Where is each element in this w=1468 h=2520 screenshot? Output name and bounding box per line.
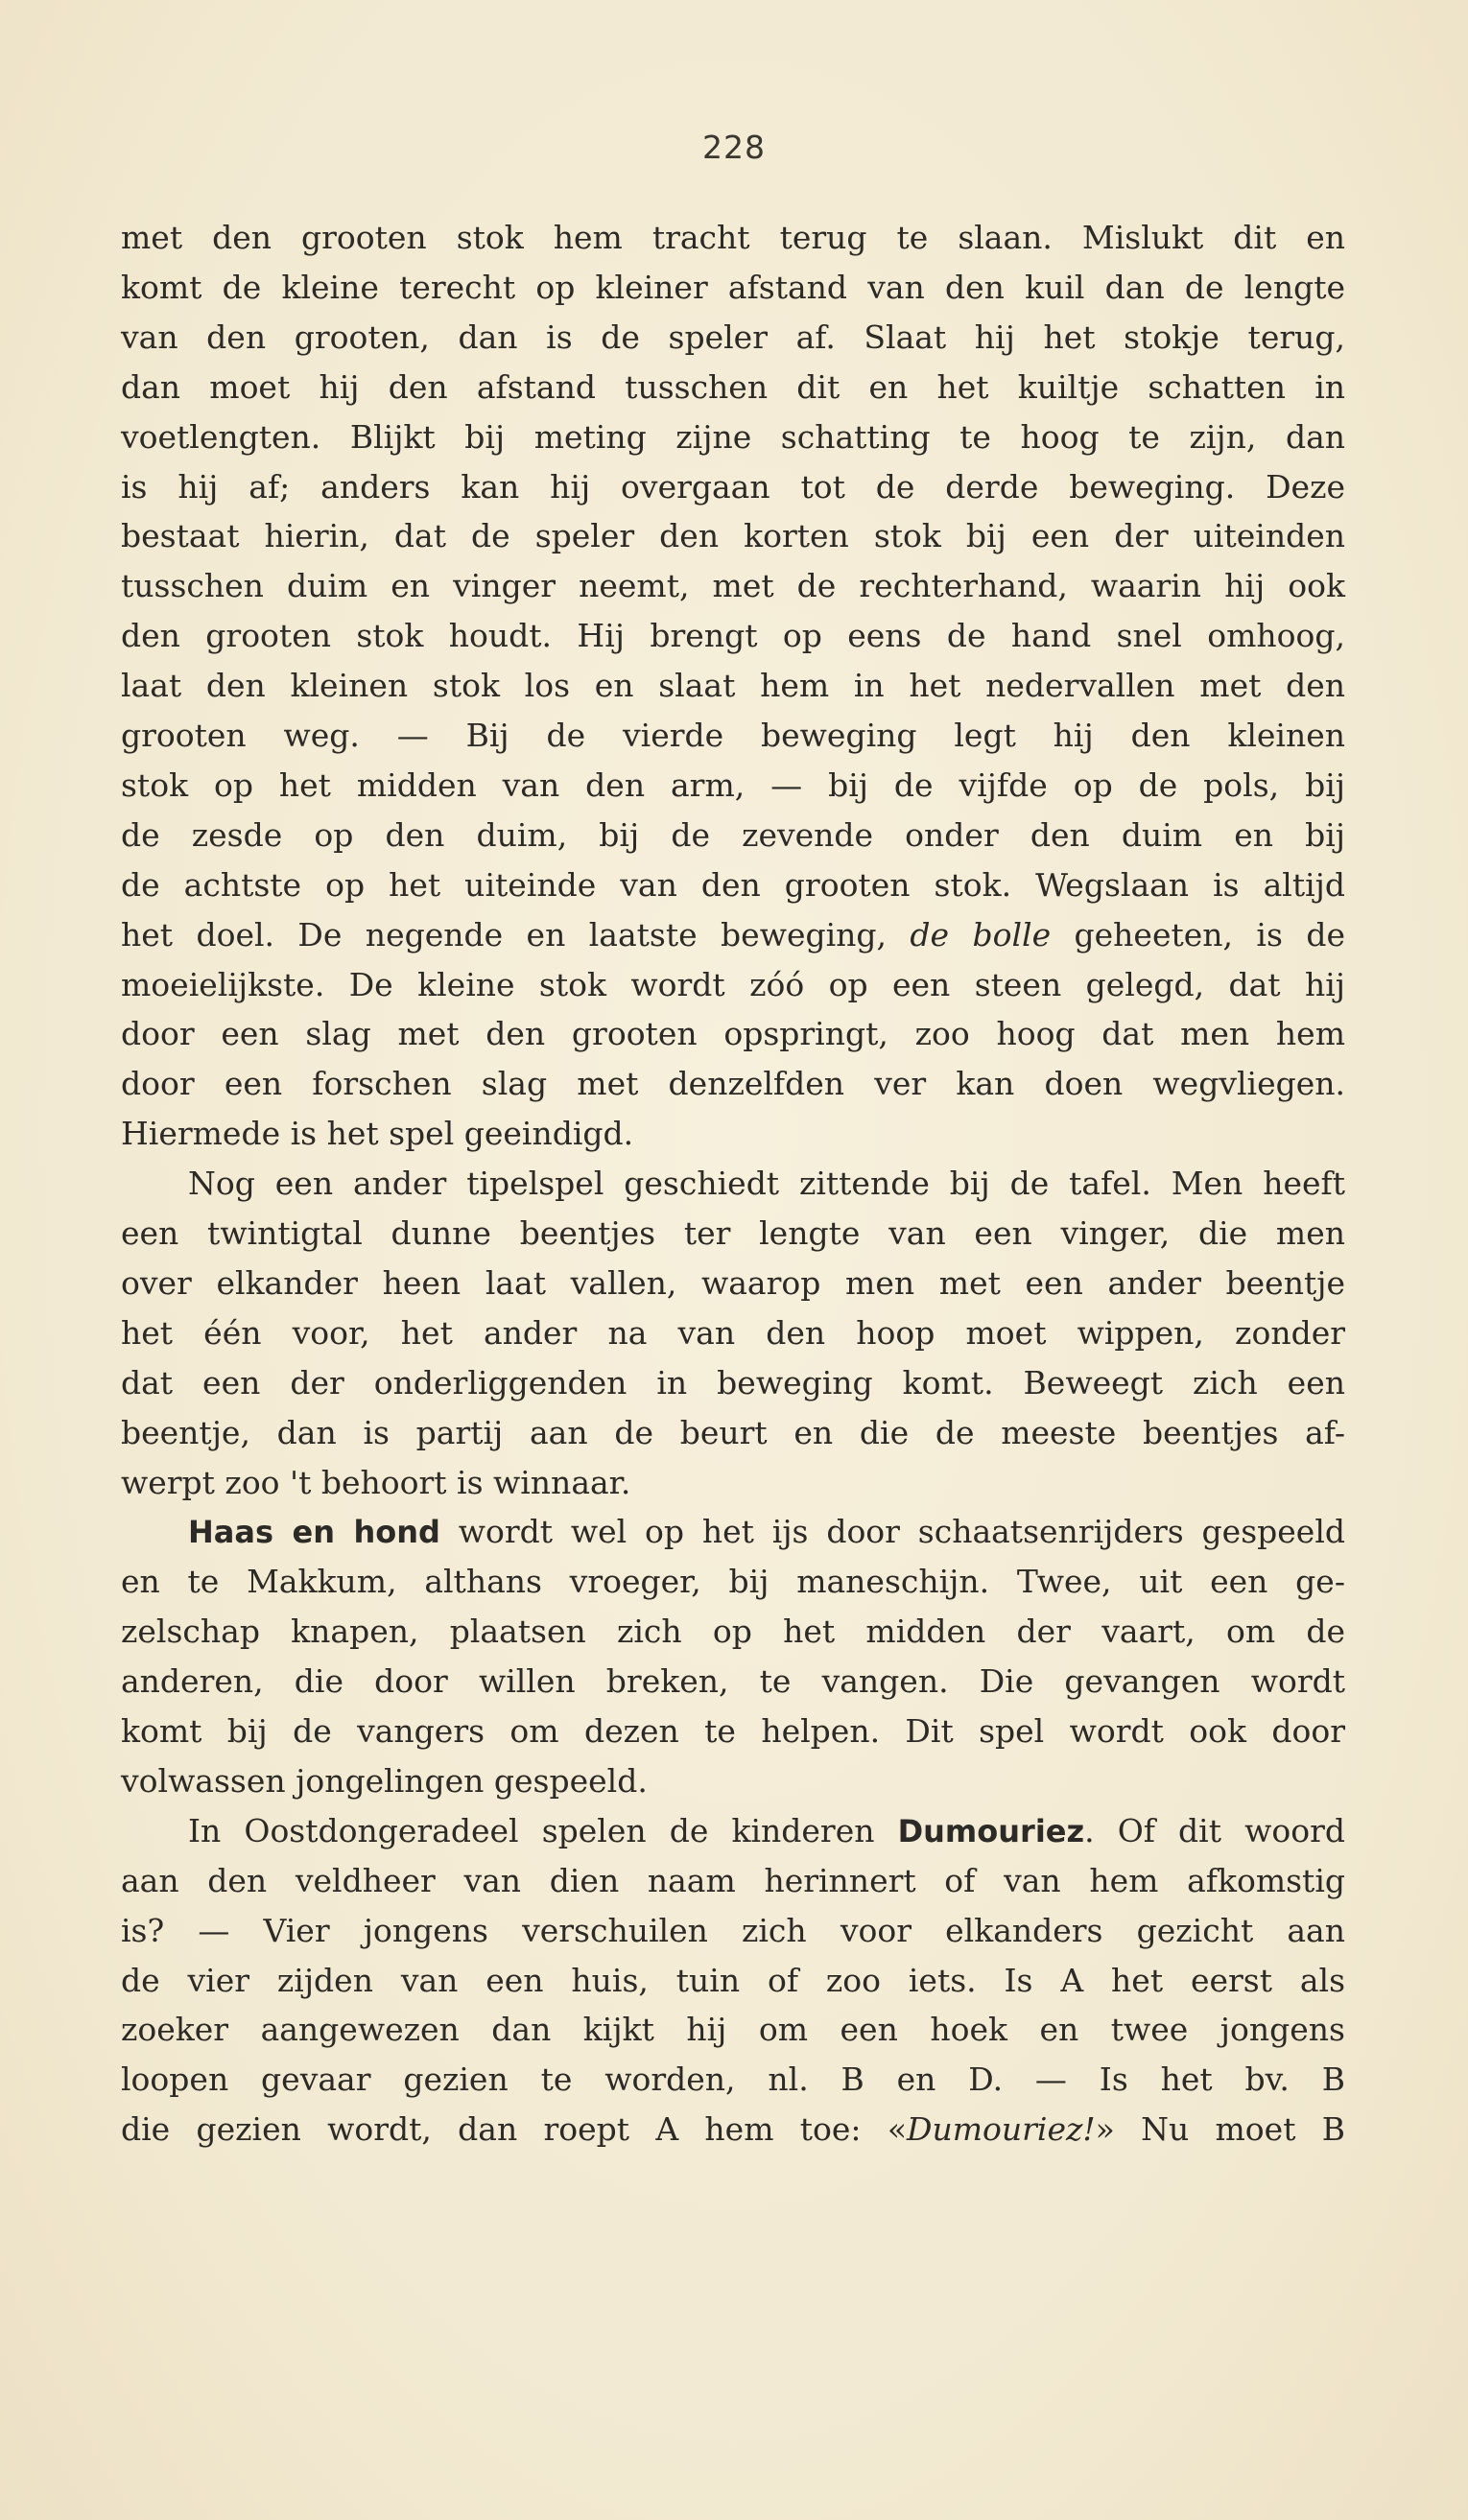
line-text: loopen gevaar gezien te worden, nl. B en D. — Is het bv. B <box>121 2061 1345 2098</box>
line-text: beentje, dan is partij aan de beurt en die de meeste beentjes af- <box>121 1414 1345 1451</box>
line-text: Nog een ander tipelspel geschiedt zittende bij de tafel. Men heeft <box>188 1165 1345 1202</box>
text-line <box>121 960 1345 1010</box>
line-text: bestaat hierin, dat de speler den korten stok bij een der uiteinden <box>121 517 1345 554</box>
line-text: den grooten stok houdt. Hij brengt op eens de hand snel omhoog, <box>121 617 1345 654</box>
text-line <box>121 1358 1345 1408</box>
text-line <box>188 1507 1345 1557</box>
line-text: wordt wel op het ijs door schaatsenrijders gespeeld <box>439 1513 1346 1550</box>
text-line <box>121 1308 1345 1358</box>
line-text: laat den kleinen stok los en slaat hem in het nedervallen met den <box>121 667 1345 704</box>
emphasis-text: Dumouriez! <box>907 2110 1096 2148</box>
line-text: de vier zijden van een huis, tuin of zoo iets. Is A het eerst als <box>121 1962 1345 1999</box>
text-line <box>121 711 1345 761</box>
line-text: voetlengten. Blijkt bij meting zijne schatting te hoog te zijn, dan <box>121 418 1345 456</box>
emphasis-text: de bolle <box>910 916 1052 954</box>
line-text: met den grooten stok hem tracht terug te slaan. Mislukt dit en <box>121 219 1345 256</box>
line-text: moeielijkste. De kleine stok wordt zóó op een steen gelegd, dat hij <box>121 966 1345 1003</box>
line-text: over elkander heen laat vallen, waarop men met een ander beentje <box>121 1264 1345 1302</box>
text-line <box>121 611 1345 661</box>
page-number: 228 <box>702 129 766 166</box>
text-line <box>121 1059 1345 1109</box>
text-line <box>121 1557 1345 1607</box>
text-line <box>188 1159 1345 1209</box>
text-line <box>121 1209 1345 1259</box>
game-name-heading: Dumouriez <box>897 1813 1085 1849</box>
line-text: volwassen jongelingen gespeeld. <box>121 1762 648 1800</box>
line-text: het doel. De negende en laatste beweging, <box>121 916 911 954</box>
line-text: zelschap knapen, plaatsen zich op het midden der vaart, om de <box>121 1613 1345 1650</box>
text-line <box>121 1607 1345 1657</box>
line-text: de achtste op het uiteinde van den grooten stok. Wegslaan is altijd <box>121 866 1345 904</box>
line-text: de zesde op den duim, bij de zevende onder den duim en bij <box>121 816 1345 854</box>
line-text: is? — Vier jongens verschuilen zich voor elkanders gezicht aan <box>121 1912 1345 1949</box>
text-line <box>188 1806 1345 1856</box>
line-text: dat een der onderliggenden in beweging komt. Beweegt zich een <box>121 1364 1345 1401</box>
text-line <box>121 1259 1345 1308</box>
line-text: anderen, die door willen breken, te vangen. Die gevangen wordt <box>121 1662 1345 1700</box>
text-line <box>121 1707 1345 1756</box>
text-line <box>121 213 1345 263</box>
text-line <box>121 811 1345 860</box>
line-text: grooten weg. — Bij de vierde beweging legt hij den kleinen <box>121 717 1345 754</box>
text-line <box>121 1906 1345 1956</box>
line-text: door een forschen slag met denzelfden ver kan doen wegvliegen. <box>121 1065 1345 1102</box>
text-line <box>121 860 1345 910</box>
text-line <box>121 1756 1345 1806</box>
line-text: aan den veldheer van dien naam herinnert of van hem afkomstig <box>121 1862 1345 1899</box>
line-text: dan moet hij den afstand tusschen dit en het kuiltje schatten in <box>121 368 1345 406</box>
line-text: die gezien wordt, dan roept A hem toe: « <box>121 2110 908 2148</box>
text-line <box>121 2005 1345 2055</box>
text-line <box>121 561 1345 611</box>
line-text: tusschen duim en vinger neemt, met de rechterhand, waarin hij ook <box>121 567 1345 604</box>
line-text: door een slag met den grooten opspringt, zoo hoog dat men hem <box>121 1015 1345 1052</box>
line-text: stok op het midden van den arm, — bij de vijfde op de pols, bij <box>121 766 1345 804</box>
text-line <box>121 1956 1345 2006</box>
text-line <box>121 1856 1345 1906</box>
text-line <box>121 363 1345 412</box>
line-text: komt de kleine terecht op kleiner afstand van den kuil dan de lengte <box>121 269 1345 306</box>
line-text: In Oostdongeradeel spelen de kinderen <box>188 1812 898 1849</box>
line-text: werpt zoo 't behoort is winnaar. <box>121 1464 631 1501</box>
text-line <box>121 661 1345 711</box>
line-text: is hij af; anders kan hij overgaan tot de derde beweging. Deze <box>121 468 1345 506</box>
line-text: . Of dit woord <box>1084 1812 1345 1849</box>
text-line <box>121 1657 1345 1707</box>
text-line <box>121 412 1345 462</box>
text-line <box>121 761 1345 811</box>
line-text: en te Makkum, althans vroeger, bij maneschijn. Twee, uit een ge- <box>121 1563 1345 1600</box>
text-line <box>121 263 1345 313</box>
text-line <box>121 1109 1345 1159</box>
line-text: komt bij de vangers om dezen te helpen. Dit spel wordt ook door <box>121 1712 1345 1750</box>
text-line <box>121 2105 1345 2155</box>
line-text: geheeten, is de <box>1051 916 1345 954</box>
game-name-heading: Haas en hond <box>188 1514 440 1550</box>
line-text: zoeker aangewezen dan kijkt hij om een hoek en twee jongens <box>121 2011 1345 2048</box>
text-line <box>121 462 1345 512</box>
text-line <box>121 511 1345 561</box>
text-line <box>121 2055 1345 2105</box>
line-text: een twintigtal dunne beentjes ter lengte van een vinger, die men <box>121 1214 1345 1252</box>
text-line <box>121 1408 1345 1458</box>
line-text: van den grooten, dan is de speler af. Slaat hij het stokje terug, <box>121 318 1345 356</box>
line-text: Hiermede is het spel geeindigd. <box>121 1115 634 1152</box>
text-line <box>121 313 1345 363</box>
text-line <box>121 1458 1345 1508</box>
text-line <box>121 910 1345 960</box>
line-text: » Nu moet B <box>1095 2110 1345 2148</box>
line-text: het één voor, het ander na van den hoop moet wippen, zonder <box>121 1314 1345 1352</box>
text-line <box>121 1009 1345 1059</box>
